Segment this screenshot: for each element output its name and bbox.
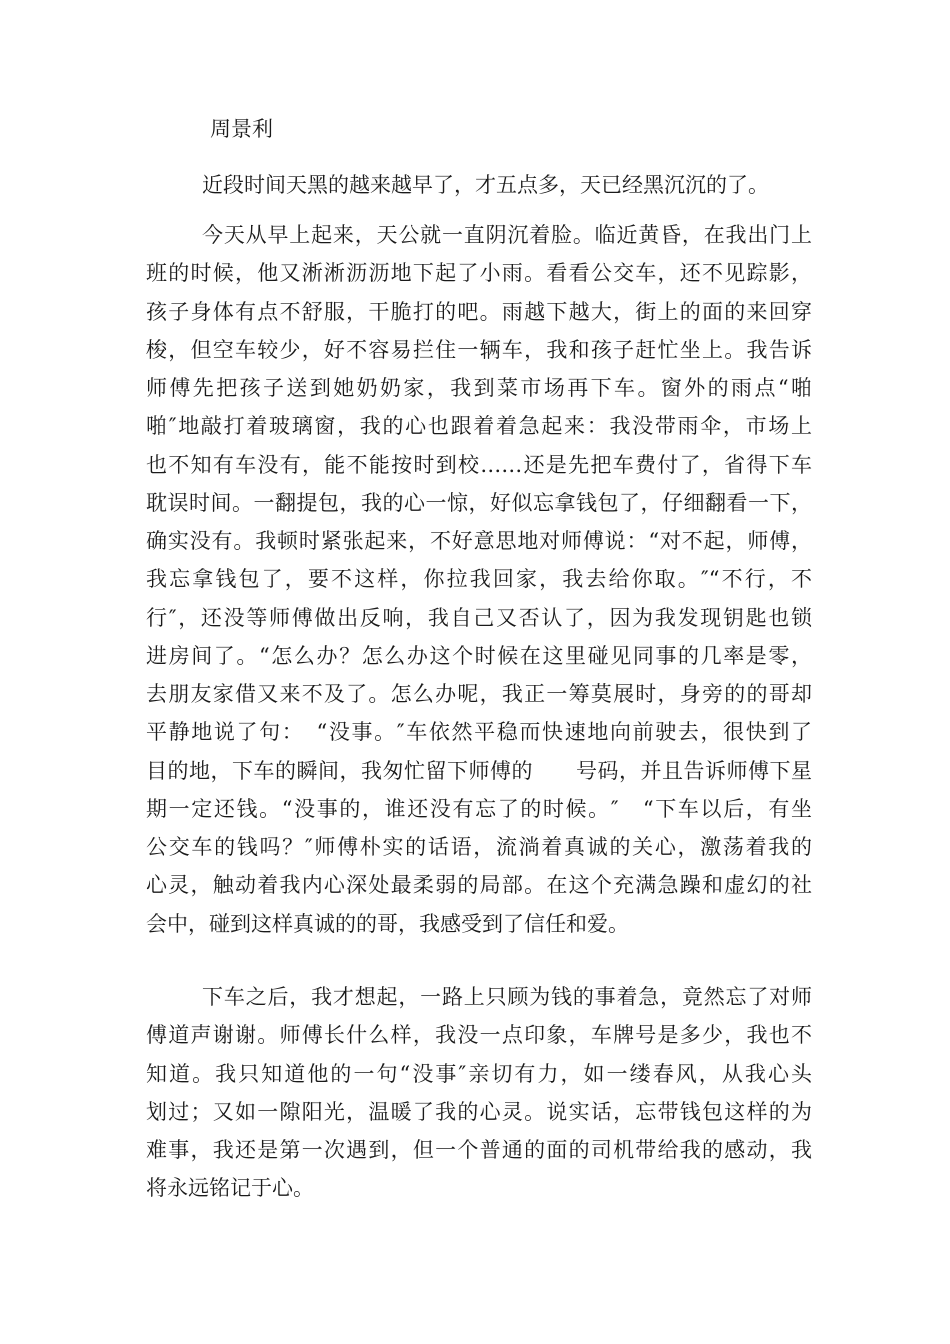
paragraph-line: 难事，我还是第一次遇到，但一个普通的面的司机带给我的感动，我 (146, 1138, 812, 1162)
paragraph-line: 公交车的钱吗？″师傅朴实的话语，流淌着真诚的关心，激荡着我的 (146, 835, 812, 859)
paragraph-line: 心灵，触动着我内心深处最柔弱的局部。在这个充满急躁和虚幻的社 (146, 873, 812, 898)
paragraph-line: 班的时候，他又淅淅沥沥地下起了小雨。看看公交车，还不见踪影， (146, 261, 812, 286)
paragraph-3 (146, 978, 812, 1208)
paragraph-line: 平静地说了句： “没事。″车依然平稳而快速地向前驶去，很快到了 (146, 720, 812, 745)
paragraph-line: 近段时间天黑的越来越早了，才五点多，天已经黑沉沉的了。 (202, 173, 769, 197)
paragraph-line: 进房间了。“怎么办？怎么办这个时候在这里碰见同事的几率是零， (146, 643, 812, 668)
paragraph-line: 知道。我只知道他的一句“没事″亲切有力，如一缕春风，从我心头 (146, 1061, 812, 1086)
author-name: 周景利 (210, 117, 273, 141)
paragraph-line: 会中，碰到这样真诚的的哥，我感受到了信任和爱。 (146, 911, 629, 936)
paragraph-line: 下车之后，我才想起，一路上只顾为钱的事着急，竟然忘了对师 (202, 985, 812, 1009)
paragraph-line: 期一定还钱。“没事的，谁还没有忘了的时候。″ “下车以后，有坐 (146, 796, 812, 821)
paragraph-1 (146, 166, 812, 204)
paragraph-line: 啪″地敲打着玻璃窗，我的心也跟着着急起来：我没带雨伞，市场上 (146, 414, 812, 439)
paragraph-line: 耽误时间。一翻提包，我的心一惊，好似忘拿钱包了，仔细翻看一下， (146, 490, 812, 515)
paragraph-line: 也不知有车没有，能不能按时到校……还是先把车费付了，省得下车 (146, 452, 812, 477)
paragraph-line: 行″，还没等师傅做出反响，我自己又否认了，因为我发现钥匙也锁 (146, 605, 812, 630)
paragraph-line: 我忘拿钱包了，要不这样，你拉我回家，我去给你取。″“不行，不 (146, 567, 812, 592)
paragraph-line: 将永远铭记于心。 (146, 1176, 314, 1201)
paragraph-2 (146, 216, 812, 943)
paragraph-line: 今天从早上起来，天公就一直阴沉着脸。临近黄昏，在我出门上 (202, 223, 812, 247)
paragraph-line: 目的地，下车的瞬间，我匆忙留下师傅的 号码，并且告诉师傅下星 (146, 758, 812, 783)
paragraph-line: 师傅先把孩子送到她奶奶家，我到菜市场再下车。窗外的雨点“啪 (146, 376, 812, 400)
paragraph-line: 去朋友家借又来不及了。怎么办呢，我正一筹莫展时，身旁的的哥却 (146, 682, 812, 706)
paragraph-line: 梭，但空车较少，好不容易拦住一辆车，我和孩子赶忙坐上。我告诉 (146, 337, 812, 362)
paragraph-line: 傅道声谢谢。师傅长什么样，我没一点印象，车牌号是多少，我也不 (146, 1023, 812, 1048)
paragraph-line: 确实没有。我顿时紧张起来，不好意思地对师傅说：“对不起，师傅， (146, 529, 812, 553)
paragraph-line: 划过；又如一隙阳光，温暖了我的心灵。说实话，忘带钱包这样的为 (146, 1099, 812, 1124)
paragraph-line: 孩子身体有点不舒服，干脆打的吧。雨越下越大，街上的面的来回穿 (146, 299, 812, 324)
